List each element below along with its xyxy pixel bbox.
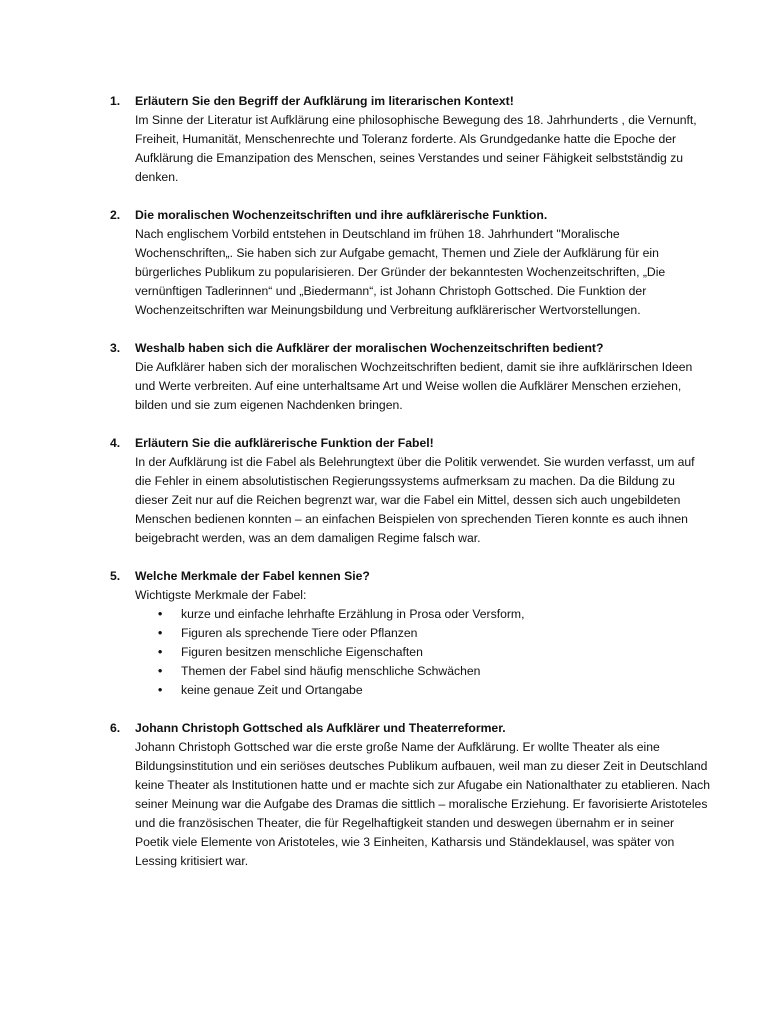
question-number: 3. xyxy=(110,341,121,355)
question-5 xyxy=(0,567,768,700)
list-item xyxy=(135,662,710,681)
question-2 xyxy=(0,206,768,320)
question-heading: Die moralischen Wochenzeitschriften und ihre aufklärerische Funktion. xyxy=(135,208,548,222)
question-number: 4. xyxy=(110,436,121,450)
answer-text: Johann Christoph Gottsched war die erste große Name der Aufklärung. Er wollte Theater als eine Bildungsinstitution und ein seriöses deutsches Publikum aufbauen, weil man zu dieser Zeit in Deutschland keine Theater als Institutionen hatte und er machte sich zur Afugabe ein Nationalthater zu etablieren. Nach seiner Meinung war die Aufgabe des Dramas die sittlich – moralische Erziehung. Er favorisierte Aristoteles und die französischen Theater, die für Regelhaftigkeit standen und deswegen übernahm er in seiner Poetik viele Elemente von Aristoteles, wie 3 Einheiten, Katharsis und Ständeklausel, was später von Lessing kritisiert war. xyxy=(135,740,710,868)
bullet-icon: • xyxy=(158,683,163,697)
list-item-text: kurze und einfache lehrhafte Erzählung in Prosa oder Versform, xyxy=(181,607,525,621)
answer-text: Im Sinne der Literatur ist Aufklärung eine philosophische Bewegung des 18. Jahrhunderts , die Vernunft, Freiheit, Humanität, Menschenrechte und Toleranz forderte. Als Grundgedanke hatte die Epoche der Aufklärung die Emanzipation des Menschen, seines Verstandes und seiner Fähigkeit selbstständig zu denken. xyxy=(135,113,697,184)
list-item xyxy=(135,643,710,662)
question-list xyxy=(0,92,768,871)
question-1 xyxy=(0,92,768,187)
bullet-icon: • xyxy=(158,607,163,621)
answer-text: In der Aufklärung ist die Fabel als Belehrungtext über die Politik verwendet. Sie wurden verfasst, um auf die Fehler in einem absolutistischen Regierungssystems aufmerksam zu machen. Da die Bildung zu dieser Zeit nur auf die Reichen begrenzt war, war die Fabel ein Mittel, dessen sich auch ungebildeten Menschen bedienen konnten – an einfachen Beispielen von sprechenden Tieren konnte es auch ihnen beigebracht werden, was an dem damaligen Regime falsch war. xyxy=(135,455,695,545)
answer-intro: Wichtigste Merkmale der Fabel: xyxy=(135,588,307,602)
question-number: 5. xyxy=(110,569,121,583)
question-3 xyxy=(0,339,768,415)
question-heading: Erläutern Sie den Begriff der Aufklärung im literarischen Kontext! xyxy=(135,94,514,108)
list-item-text: Figuren besitzen menschliche Eigenschaften xyxy=(181,645,423,659)
bullet-icon: • xyxy=(158,645,163,659)
answer-text: Nach englischem Vorbild entstehen in Deutschland im frühen 18. Jahrhundert "Moralische Wochenschriften„. Sie haben sich zur Aufgabe gemacht, Themen und Ziele der Aufklärung für ein bürgerliches Publikum zu popularisieren. Der Gründer der bekanntesten Wochenzeitschriften, „Die vernünftigen Tadlerinnen“ und „Biedermann“, ist Johann Christoph Gottsched. Die Funktion der Wochenzeitschriften war Meinungsbildung und Verbreitung aufklärerischer Wertvorstellungen. xyxy=(135,227,666,317)
list-item-text: Themen der Fabel sind häufig menschliche Schwächen xyxy=(181,664,481,678)
list-item xyxy=(135,605,710,624)
question-4 xyxy=(0,434,768,548)
question-number: 6. xyxy=(110,721,121,735)
question-6 xyxy=(0,719,768,871)
question-number: 2. xyxy=(110,208,121,222)
question-heading: Weshalb haben sich die Aufklärer der moralischen Wochenzeitschriften bedient? xyxy=(135,341,604,355)
feature-list xyxy=(135,605,710,700)
list-item xyxy=(135,624,710,643)
list-item-text: Figuren als sprechende Tiere oder Pflanzen xyxy=(181,626,418,640)
bullet-icon: • xyxy=(158,626,163,640)
list-item-text: keine genaue Zeit und Ortangabe xyxy=(181,683,363,697)
question-heading: Erläutern Sie die aufklärerische Funktion der Fabel! xyxy=(135,436,434,450)
bullet-icon: • xyxy=(158,664,163,678)
question-heading: Johann Christoph Gottsched als Aufklärer und Theaterreformer. xyxy=(135,721,506,735)
question-number: 1. xyxy=(110,94,121,108)
list-item xyxy=(135,681,710,700)
answer-text: Die Aufklärer haben sich der moralischen Wochzeitschriften bedient, damit sie ihre aufklärirschen Ideen und Werte verbreiten. Auf eine unterhaltsame Art und Weise wollen die Aufklärer Menschen erziehen, bilden und sie zum eigenen Nachdenken bringen. xyxy=(135,360,693,412)
question-heading: Welche Merkmale der Fabel kennen Sie? xyxy=(135,569,370,583)
